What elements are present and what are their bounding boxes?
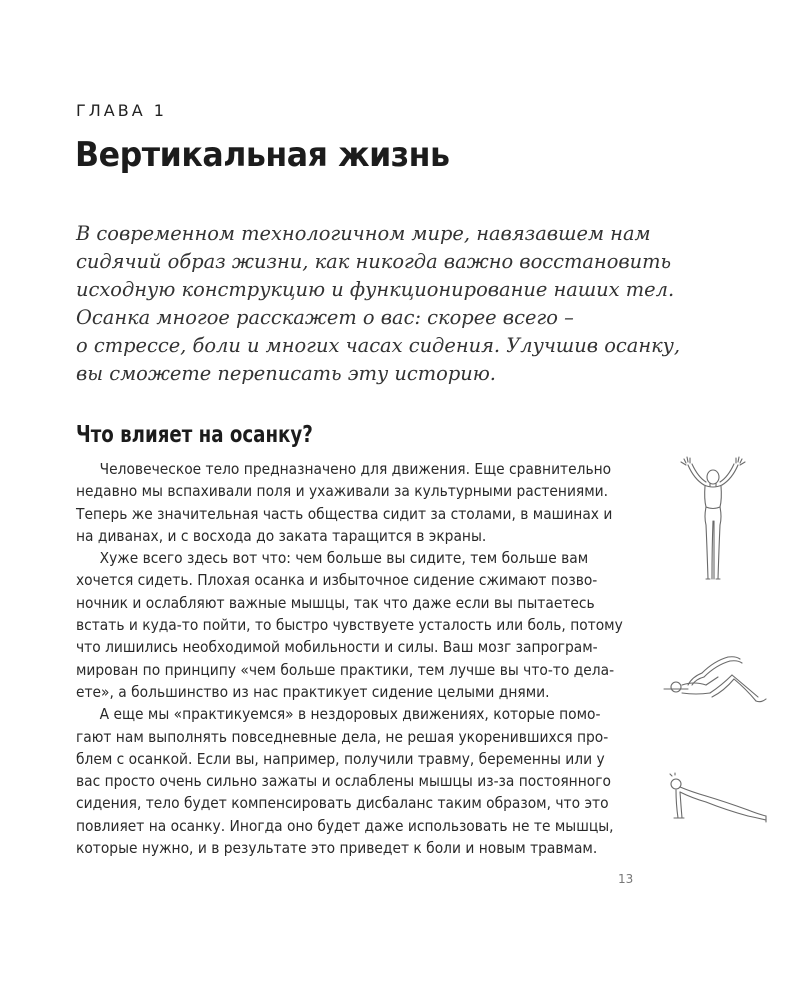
body-line: гают нам выполнять повседневные дела, не решая укоренившихся про- (76, 727, 609, 746)
page-number: 13 (618, 872, 634, 886)
body-line: Хуже всего здесь вот что: чем больше вы сидите, тем больше вам (99, 549, 589, 568)
lead-line: В современном технологичном мире, навязавшем нам (76, 222, 651, 245)
body-line: Теперь же значительная часть общества сидит за столами, в машинах и (76, 504, 613, 523)
body-line: встать и куда-то пойти, то быстро чувствуете усталость или боль, потому (76, 616, 623, 635)
body-line: сидения, тело будет компенсировать дисбаланс таким образом, что это (76, 794, 609, 813)
lying-leg-stretch-icon (662, 655, 770, 707)
body-line: ете», а большинство из нас практикует сидение целыми днями. (76, 682, 550, 701)
chapter-label: ГЛАВА 1 (76, 101, 167, 120)
body-line: мирован по принципу «чем больше практики, тем лучше вы что-то дела- (76, 660, 615, 679)
lead-paragraph (76, 220, 681, 388)
body-line: которые нужно, и в результате это приведет к боли и новым травмам. (76, 839, 598, 858)
body-text (76, 458, 646, 859)
lead-line: вы сможете переписать эту историю. (76, 362, 496, 385)
body-line: ночник и ослабляют важные мышцы, так что даже если вы пытаетесь (76, 593, 595, 612)
lead-line: сидячий образ жизни, как никогда важно восстановить (76, 250, 672, 273)
body-line: недавно мы вспахивали поля и ухаживали за культурными растениями. (76, 482, 609, 501)
section-heading: Что влияет на осанку? (76, 422, 313, 448)
chapter-title: Вертикальная жизнь (75, 135, 450, 175)
body-line: хочется сидеть. Плохая осанка и избыточное сидение сжимают позво- (76, 571, 598, 590)
body-line: А еще мы «практикуемся» в нездоровых движениях, которые помо- (99, 705, 601, 724)
lead-line: о стрессе, боли и многих часах сидения. Улучшив осанку, (76, 334, 681, 357)
body-line: вас просто очень сильно зажаты и ослаблены мышцы из-за постоянного (76, 772, 611, 791)
standing-arms-raised-icon (676, 455, 752, 587)
body-line: Человеческое тело предназначено для движения. Еще сравнительно (99, 460, 612, 478)
plank-pose-icon (662, 772, 770, 832)
body-line: что лишились необходимой мобильности и силы. Ваш мозг запрограм- (76, 638, 598, 657)
body-line: блем с осанкой. Если вы, например, получили травму, беременны или у (76, 749, 605, 768)
body-line: повлияет на осанку. Иногда оно будет даже использовать не те мышцы, (76, 816, 614, 835)
lead-line: исходную конструкцию и функционирование наших тел. (76, 278, 675, 301)
lead-line: Осанка многое расскажет о вас: скорее всего – (76, 306, 574, 329)
body-line: на диванах, и с восхода до заката таращится в экраны. (76, 526, 487, 545)
